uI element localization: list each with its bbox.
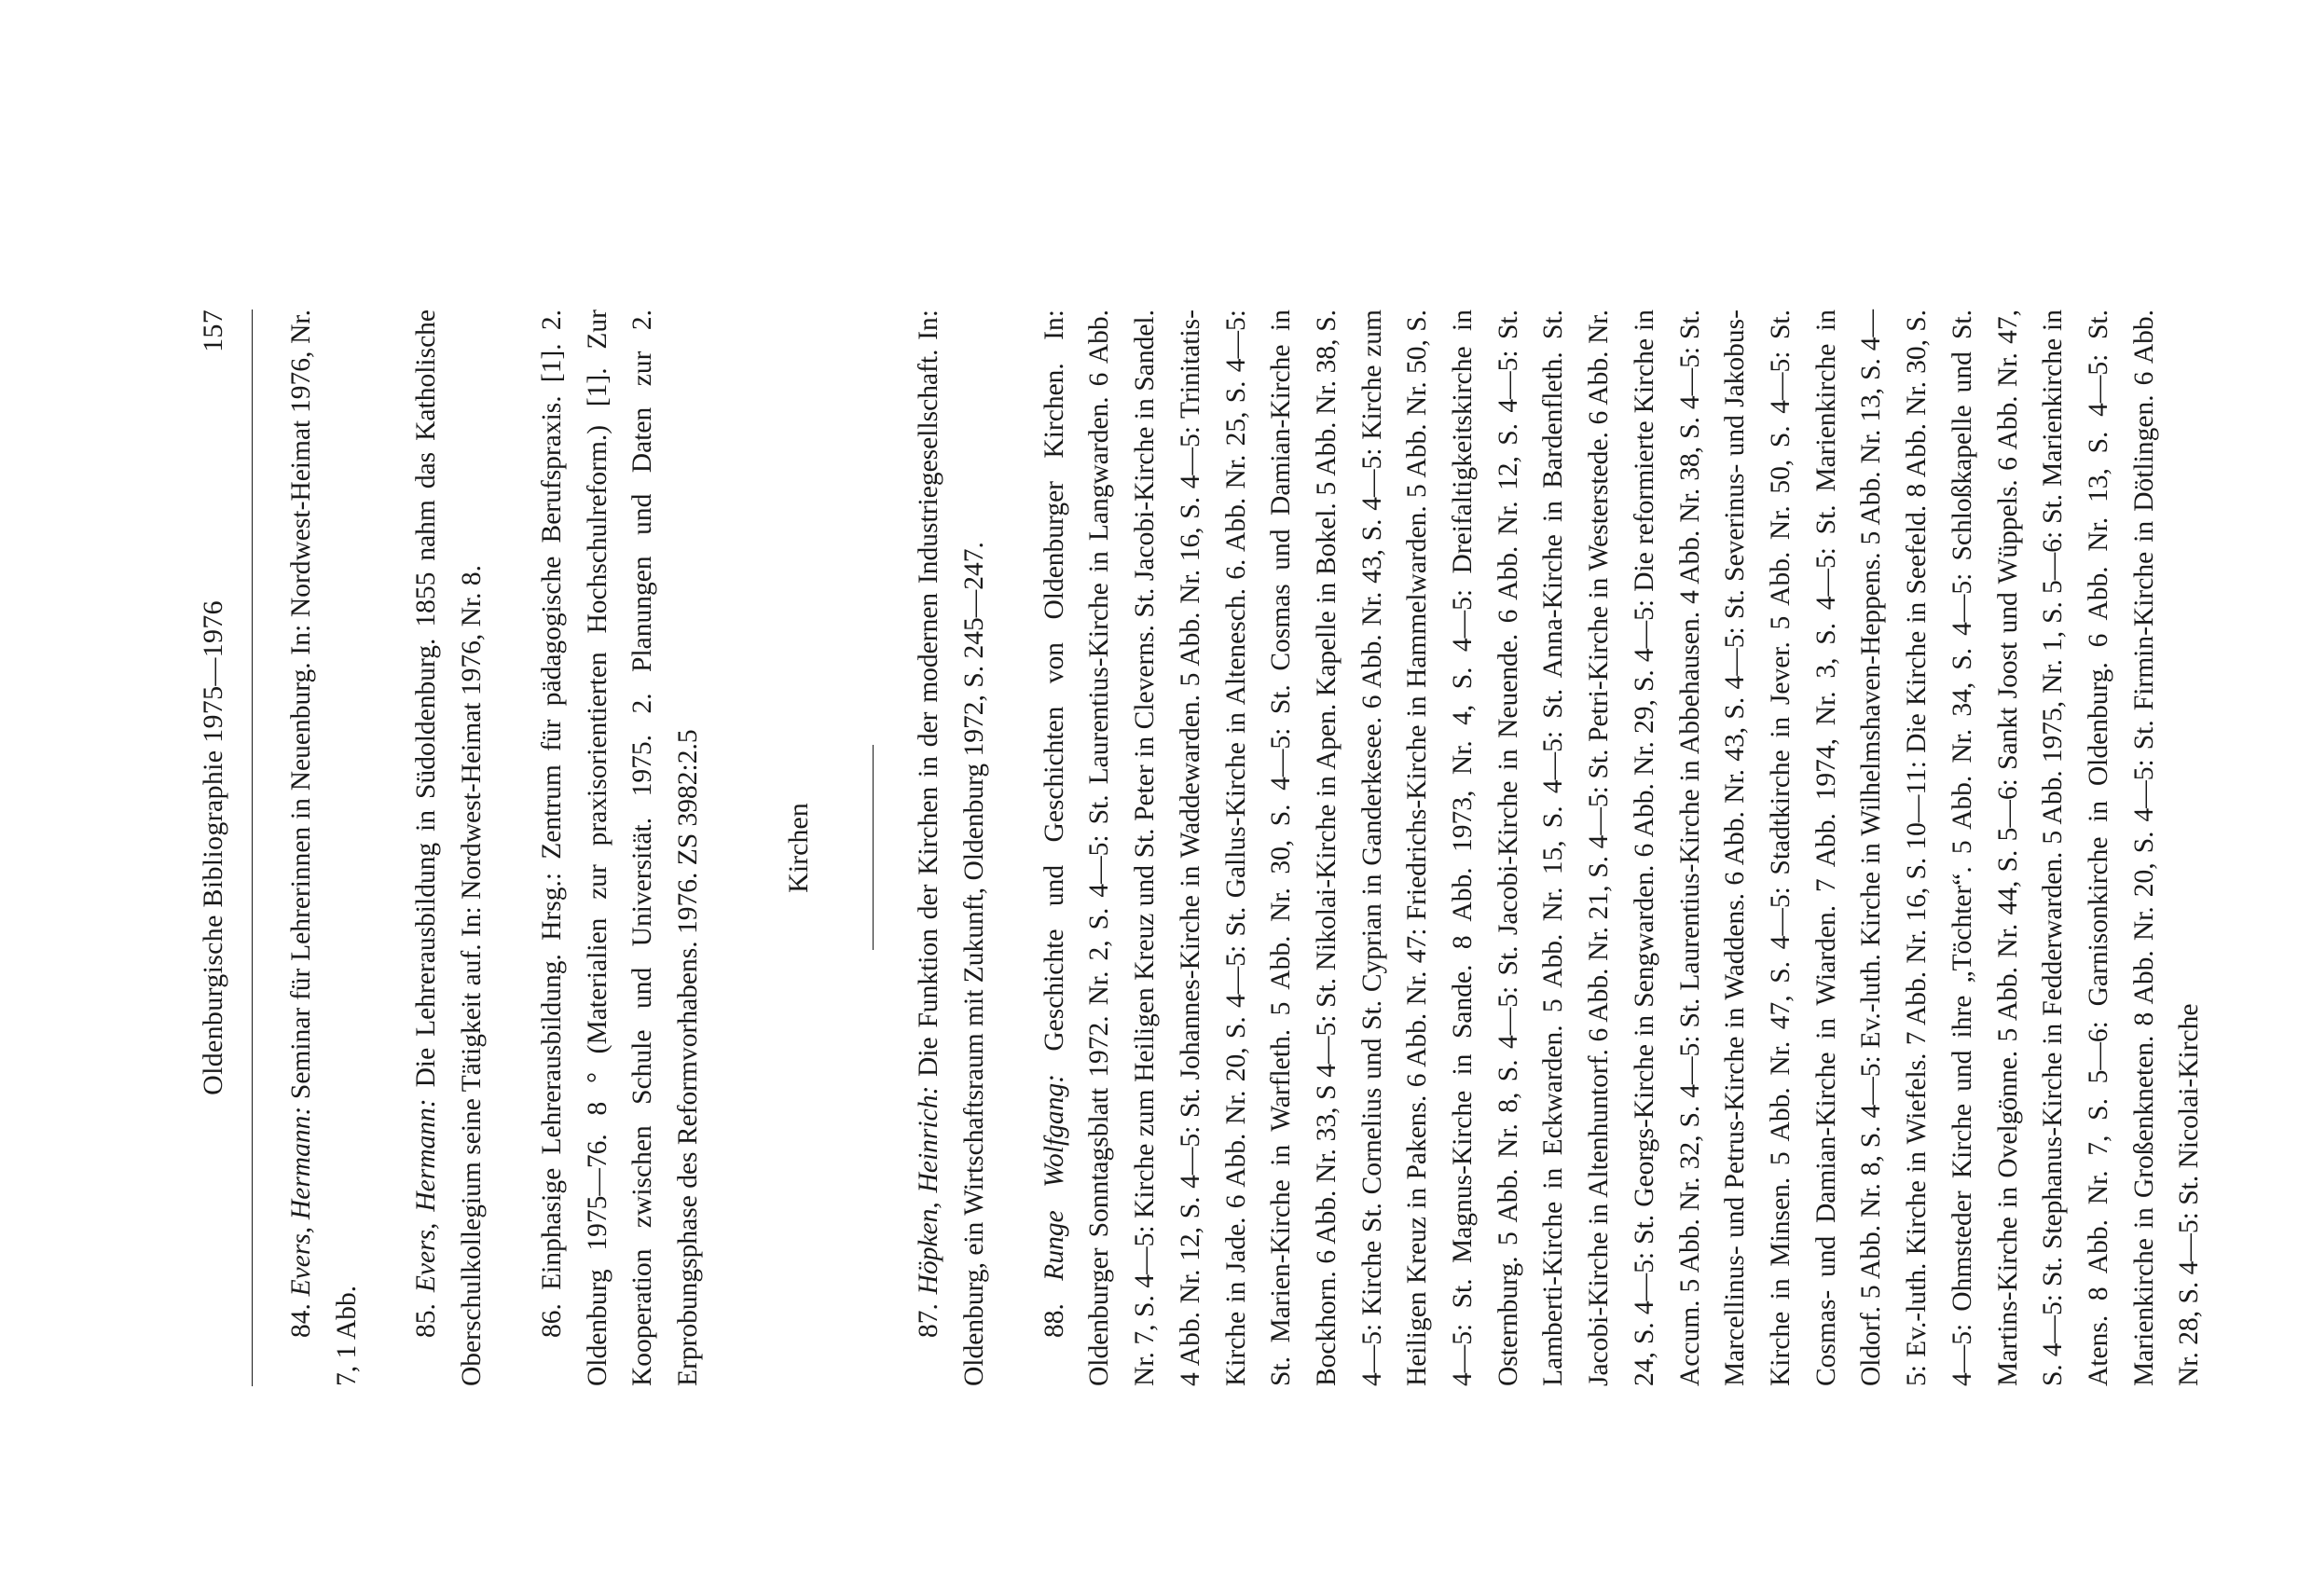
section-heading: Kirchen bbox=[782, 803, 814, 893]
bibliography-entry bbox=[906, 310, 997, 1386]
entry-author: Runge Wolfgang: bbox=[1039, 1074, 1069, 1281]
entry-number: 85. bbox=[411, 1303, 442, 1338]
header-rule bbox=[252, 310, 253, 1386]
bibliography-entry bbox=[279, 310, 369, 1386]
entry-number: 86. bbox=[536, 1303, 567, 1338]
section-rule bbox=[873, 746, 874, 951]
page-number: 157 bbox=[198, 310, 228, 352]
text-column bbox=[191, 310, 2212, 1386]
entry-text: Die Lehrerausbildung in Südoldenburg. 1855 nahm das Katholische Oberschulkollegium seine Tätigkeit auf. In: Nordwest-Heimat 1976, Nr. 8. bbox=[411, 309, 488, 1386]
entry-gap bbox=[495, 310, 530, 1386]
entry-number: 88. bbox=[1039, 1303, 1069, 1338]
bibliography-entry bbox=[404, 310, 494, 1386]
bibliography-entry bbox=[1032, 310, 2212, 1386]
entry-text: Die Funktion der Kirchen in der modernen Industriegesellschaft. In: Oldenburg, ein Wirtschaftsraum mit Zukunft, Oldenburg 1972, S. 245—247. bbox=[914, 309, 990, 1386]
entry-gap bbox=[998, 310, 1032, 1386]
section-kirchen bbox=[777, 310, 874, 1386]
running-head bbox=[191, 310, 238, 1386]
entry-author: Evers, Hermann: bbox=[411, 1098, 442, 1293]
entry-number: 84. bbox=[286, 1303, 316, 1338]
entry-text: Seminar für Lehrerinnen in Neuenburg. In: Nordwest-Heimat 1976, Nr. 7, 1 Abb. bbox=[286, 310, 362, 1386]
entry-author: Evers, Hermann: bbox=[286, 1106, 316, 1297]
entry-text: Einphasige Lehrerausbildung. Hrsg.: Zentrum für pädagogische Berufspraxis. [1]. 2. Oldenburg 1975—76. 8 ° (Materialien zur praxisorientierten Hochschulreform.) [1]. Zur Kooperation zwischen Schule und Universität. 1975. 2. Planungen und Daten zur 2. Erprobungsphase des Reformvorhabens. 1976. ZS 3982:2.5 bbox=[536, 309, 703, 1386]
entries-before-section bbox=[279, 310, 711, 1386]
running-head-title: Oldenburgische Bibliographie 1975—1976 bbox=[198, 600, 228, 1095]
entry-text: Geschichte und Geschichten von Oldenburger Kirchen. In: Oldenburger Sonntagsblatt 1972. Nr. 2, S. 4—5: St. Laurentius-Kirche in Langwarden. 6 Abb. Nr. 7, S. 4—5: Kirche zum Heiligen Kreuz und St. Peter in Cleverns. St. Jacobi-Kirche in Sandel. 4 Abb. Nr. 12, S. 4—5: St. Johannes-Kirche in Waddewarden. 5 Abb. Nr. 16, S. 4—5: Trinitatis-Kirche in Jade. 6 Abb. Nr. 20, S. 4—5: St. Gallus-Kirche in Altenesch. 6. Abb. Nr. 25, S. 4—5: St. Marien-Kirche in Warfleth. 5 Abb. Nr. 30, S. 4—5: St. Cosmas und Damian-Kirche in Bockhorn. 6 Abb. Nr. 33, S 4—5: St. Nikolai-Kirche in Apen. Kapelle in Bokel. 5 Abb. Nr. 38, S. 4—5: Kirche St. Cornelius und St. Cyprian in Ganderkesee. 6 Abb. Nr. 43, S. 4—5: Kirche zum Heiligen Kreuz in Pakens. 6 Abb. Nr. 47: Friedrichs-Kirche in Hammelwarden. 5 Abb. Nr. 50, S. 4—5: St. Magnus-Kirche in Sande. 8 Abb. 1973, Nr. 4, S. 4—5: Dreifaltigkeitskirche in Osternburg. 5 Abb. Nr. 8, S. 4—5: St. Jacobi-Kirche in Neuende. 6 Abb. Nr. 12, S. 4—5: St. Lamberti-Kirche in Eckwarden. 5 Abb. Nr. 15, S. 4—5: St. Anna-Kirche in Bardenfleth. St. Jacobi-Kirche in Altenhuntorf. 6 Abb. Nr. 21, S. 4—5: St. Petri-Kirche in Westerstede. 6 Abb. Nr. 24, S. 4—5: St. Georgs-Kirche in Sengwarden. 6 Abb. Nr. 29, S. 4—5: Die reformierte Kirche in Accum. 5 Abb. Nr. 32, S. 4—5: St. Laurentius-Kirche in Abbehausen. 4 Abb. Nr. 38, S. 4—5: St. Marcellinus- und Petrus-Kirche in Waddens. 6 Abb. Nr. 43, S. 4—5: St. Severinus- und Jakobus-Kirche in Minsen. 5 Abb. Nr. 47, S. 4—5: Stadtkirche in Jever. 5 Abb. Nr. 50, S. 4—5: St. Cosmas- und Damian-Kirche in Wiarden. 7 Abb. 1974, Nr. 3, S. 4—5: St. Marienkirche in Oldorf. 5 Abb. Nr. 8, S. 4—5: Ev.-luth. Kirche in Wilhelmshaven-Heppens. 5 Abb. Nr. 13, S. 4—5: Ev.-luth. Kirche in Wiefels. 7 Abb. Nr. 16, S. 10—11: Die Kirche in Seefeld. 8 Abb. Nr. 30, S. 4—5: Ohmsteder Kirche und ihre „Töchter“. 5 Abb. Nr. 34, S. 4—5: Schloßkapelle und St. Martins-Kirche in Ovelgönne. 5 Abb. Nr. 44, S. 5—6: Sankt Joost und Wüppels. 6 Abb. Nr. 47, S. 4—5: St. Stephanus-Kirche in Fedderwarden. 5 Abb. 1975, Nr. 1, S. 5—6: St. Marienkirche in Atens. 8 Abb. Nr. 7, S. 5—6: Garnisonkirche in Oldenburg. 6 Abb. Nr. 13, S. 4—5: St. Marienkirche in Großenkneten. 8 Abb. Nr. 20, S. 4—5: St. Firmin-Kirche in Dötlingen. 6 Abb. Nr. 28, S. 4—5: St. Nicolai-Kirche bbox=[1039, 309, 2205, 1386]
entry-gap bbox=[369, 310, 404, 1386]
bibliography-entry bbox=[530, 310, 711, 1386]
entry-number: 87. bbox=[914, 1303, 944, 1338]
entry-author: Höpken, Heinrich: bbox=[914, 1085, 944, 1295]
entries-after-section bbox=[906, 310, 2212, 1386]
